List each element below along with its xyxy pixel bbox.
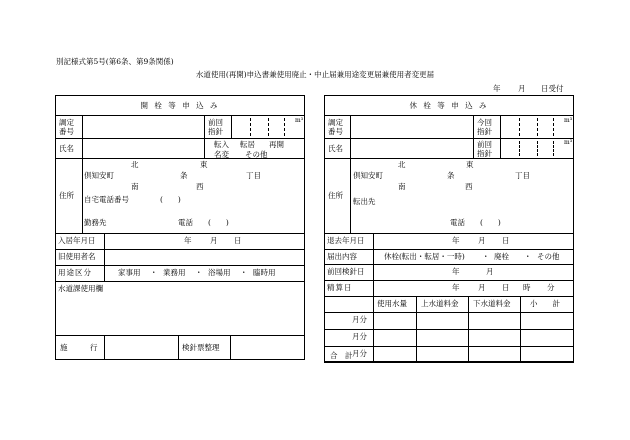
left-work-label: 勤務先 — [84, 218, 107, 227]
left-work-tel-paren: ( ) — [208, 218, 229, 227]
right-chotei-label-2: 番号 — [328, 127, 343, 136]
right-col-water-fee: 上水道料金 — [421, 299, 459, 308]
right-name-field[interactable] — [350, 138, 473, 158]
left-reason-resume[interactable]: 再開 — [269, 140, 284, 149]
right-address-label: 住所 — [328, 191, 343, 200]
right-cur-label-1: 今回 — [477, 118, 492, 127]
right-leave-month: 月 — [478, 236, 486, 245]
left-reason-relocate[interactable]: 転居 — [240, 140, 255, 149]
right-addr-west: 西 — [465, 182, 473, 191]
right-prev-meter-label: 前回検針日 — [327, 267, 365, 276]
right-addr-jo: 条 — [447, 171, 455, 180]
right-month-row-3: 月分 — [352, 349, 367, 358]
left-prev-label-1: 前回 — [208, 118, 223, 127]
right-settle-hour: 時 — [523, 283, 531, 292]
left-chotei-label-1: 調定 — [59, 118, 74, 127]
right-settle-minute: 分 — [547, 283, 555, 292]
left-home-tel-label: 自宅電話番号 — [84, 195, 129, 204]
right-settle-day: 日 — [502, 283, 510, 292]
left-prev-user-label: 旧使用者名 — [58, 252, 96, 261]
right-notice-other[interactable]: その他 — [537, 252, 560, 261]
left-sekou-label: 施 行 — [60, 343, 98, 352]
right-leave-year: 年 — [452, 236, 460, 245]
left-prev-user-field[interactable] — [104, 249, 305, 265]
left-addr-east: 東 — [200, 160, 208, 169]
left-movein-label: 入居年月日 — [58, 236, 96, 245]
left-usage-bath[interactable]: 浴場用 — [208, 268, 231, 277]
left-meter-label: 検針票整理 — [182, 343, 220, 352]
right-unit-cur: m³ — [564, 117, 573, 124]
left-home-tel-paren: ( ) — [160, 195, 181, 204]
left-movein-year: 年 — [184, 236, 192, 245]
left-name-label: 氏名 — [59, 144, 74, 153]
left-address-label: 住所 — [59, 191, 74, 200]
left-work-tel-label: 電話 — [178, 218, 193, 227]
right-col-usage: 使用水量 — [377, 299, 407, 308]
right-notice-suspend[interactable]: 休栓(転出・転居・一時) — [384, 252, 465, 261]
left-sekou-field[interactable] — [104, 335, 178, 360]
right-month-row-1: 月分 — [352, 315, 367, 324]
left-addr-south: 南 — [131, 182, 139, 191]
right-chotei-label-1: 調定 — [328, 118, 343, 127]
left-addr-north: 北 — [131, 160, 139, 169]
left-usage-household[interactable]: 家事用 — [118, 268, 141, 277]
left-usage-sep-1: ・ — [150, 268, 158, 277]
right-leave-label: 退去年月日 — [327, 236, 365, 245]
right-prev-label-1: 前回 — [477, 140, 492, 149]
date-year: 年 — [493, 84, 501, 93]
right-notice-sep-2: ・ — [524, 252, 532, 261]
right-name-label: 氏名 — [328, 144, 343, 153]
right-settle-label: 精算日 — [327, 283, 353, 292]
right-chotei-field[interactable] — [350, 115, 473, 138]
left-movein-date-field[interactable] — [104, 233, 305, 249]
form-title: 水道使用(再開)申込書兼使用廃止・中止届兼用途変更届兼使用者変更届 — [195, 70, 435, 79]
left-chotei-field[interactable] — [82, 115, 204, 138]
right-unit-prev: m³ — [564, 139, 573, 146]
right-prev-meter-year: 年 — [452, 267, 460, 276]
right-tel-paren: ( ) — [480, 218, 501, 227]
left-reason-other[interactable]: その他 — [245, 150, 268, 159]
right-section-title: 休 栓 等 申 込 み — [409, 101, 489, 110]
right-settle-year: 年 — [452, 283, 460, 292]
right-addr-east: 東 — [466, 160, 474, 169]
left-movein-day: 日 — [234, 236, 242, 245]
right-prev-meter-month: 月 — [486, 267, 494, 276]
right-col-sewer-fee: 下水道料金 — [473, 299, 511, 308]
left-water-dept-label: 水道課使用欄 — [58, 284, 103, 293]
left-usage-business[interactable]: 業務用 — [163, 268, 186, 277]
left-usage-temporary[interactable]: 臨時用 — [253, 268, 276, 277]
left-meter-field[interactable] — [230, 335, 305, 360]
right-leave-day: 日 — [502, 236, 510, 245]
right-settle-month: 月 — [478, 283, 486, 292]
form-id: 別記様式第5号(第6条、第9条関係) — [56, 57, 174, 66]
date-month: 月 — [518, 84, 526, 93]
left-addr-jo: 条 — [180, 171, 188, 180]
right-tel-label: 電話 — [450, 218, 465, 227]
right-notice-sep-1: ・ — [482, 252, 490, 261]
date-day-received: 日受付 — [541, 84, 564, 93]
left-chotei-label-2: 番号 — [59, 127, 74, 136]
left-unit: m³ — [295, 117, 304, 124]
right-settle-field[interactable] — [373, 280, 574, 296]
right-addr-south: 南 — [398, 182, 406, 191]
right-notice-close[interactable]: 廃栓 — [494, 252, 509, 261]
left-prev-label-2: 指針 — [208, 127, 223, 136]
left-reason-namechange[interactable]: 名変 — [214, 150, 229, 159]
right-total-label: 合 計 — [330, 351, 353, 360]
right-moveout-label: 転出先 — [353, 197, 376, 206]
right-month-row-2: 月分 — [352, 332, 367, 341]
right-col-subtotal: 小 計 — [530, 299, 560, 308]
left-usage-label: 用途区分 — [58, 268, 92, 277]
right-prev-meter-field[interactable] — [373, 264, 574, 280]
left-usage-sep-2: ・ — [195, 268, 203, 277]
right-leave-date-field[interactable] — [373, 233, 574, 249]
left-addr-west: 西 — [196, 182, 204, 191]
right-addr-north: 北 — [398, 160, 406, 169]
left-section-title: 開 栓 等 申 込 み — [140, 101, 220, 110]
left-addr-chome: 丁目 — [246, 171, 261, 180]
right-notice-label: 届出内容 — [327, 252, 357, 261]
right-addr-town: 倶知安町 — [353, 171, 383, 180]
left-reason-movein[interactable]: 転入 — [214, 140, 229, 149]
left-name-field[interactable] — [82, 138, 204, 158]
right-addr-chome: 丁目 — [515, 171, 530, 180]
right-cur-label-2: 指針 — [477, 127, 492, 136]
left-movein-month: 月 — [210, 236, 218, 245]
left-addr-town: 倶知安町 — [84, 171, 114, 180]
left-usage-sep-3: ・ — [240, 268, 248, 277]
right-prev-label-2: 指針 — [477, 149, 492, 158]
